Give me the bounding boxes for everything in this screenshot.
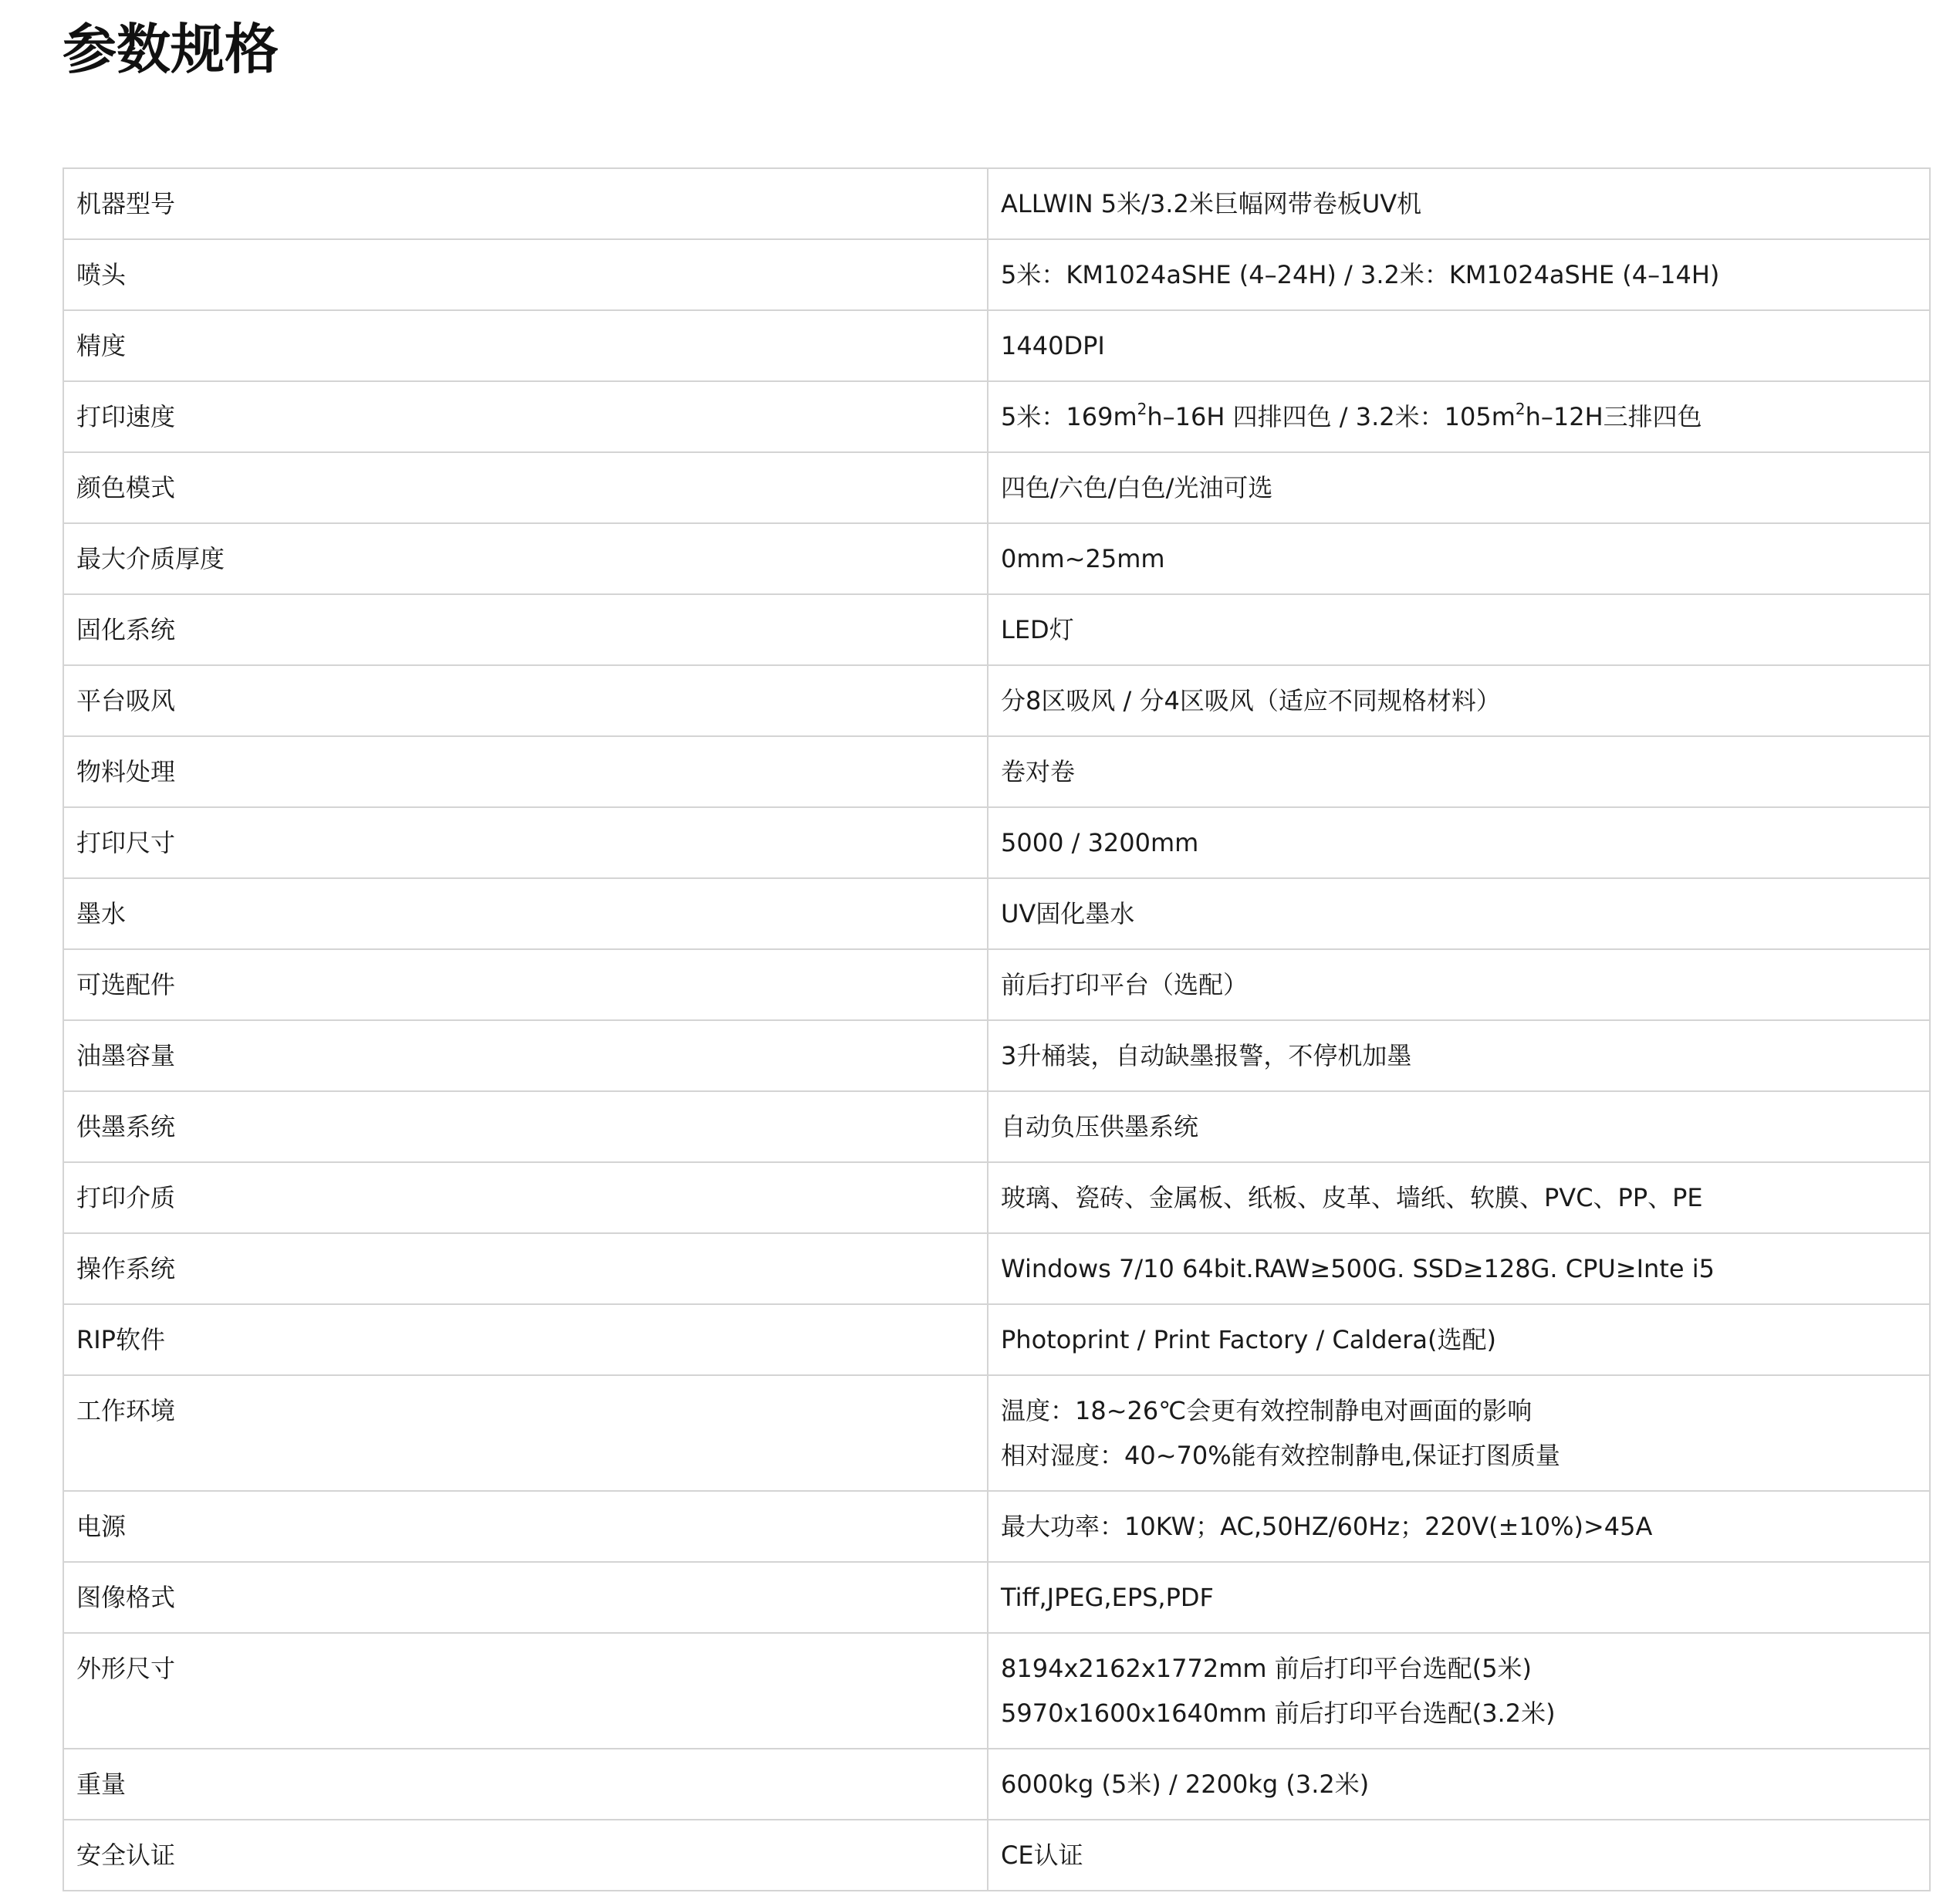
table-row [63, 1491, 1930, 1562]
spec-label: 颜色模式 [63, 452, 988, 523]
spec-label: 外形尺寸 [63, 1633, 988, 1749]
table-row [63, 168, 1930, 239]
spec-value: ALLWIN 5米/3.2米巨幅网带卷板UV机 [988, 168, 1930, 239]
spec-label: 墨水 [63, 878, 988, 949]
speed-text: h–12H三排四色 [1525, 402, 1702, 431]
spec-value [988, 1375, 1930, 1491]
spec-label: 物料处理 [63, 736, 988, 807]
spec-value: 5米：KM1024aSHE (4–24H) / 3.2米：KM1024aSHE (4–14H) [988, 239, 1930, 310]
spec-value: 1440DPI [988, 310, 1930, 381]
value-line: 温度：18~26℃会更有效控制静电对画面的影响 [1001, 1396, 1533, 1425]
table-row [63, 239, 1930, 310]
table-row [63, 452, 1930, 523]
table-row [63, 1304, 1930, 1375]
spec-value: 卷对卷 [988, 736, 1930, 807]
speed-text: h–16H 四排四色 / 3.2米：105m [1147, 402, 1516, 431]
table-row [63, 665, 1930, 736]
spec-label: 图像格式 [63, 1562, 988, 1633]
spec-value: 3升桶装，自动缺墨报警，不停机加墨 [988, 1020, 1930, 1091]
spec-value: 0mm~25mm [988, 523, 1930, 594]
spec-label: 打印尺寸 [63, 807, 988, 878]
table-row [63, 949, 1930, 1020]
spec-value: 最大功率：10KW；AC,50HZ/60Hz；220V(±10%)>45A [988, 1491, 1930, 1562]
value-line: 5970x1600x1640mm 前后打印平台选配(3.2米) [1001, 1699, 1556, 1728]
spec-value [988, 381, 1930, 452]
spec-value: 分8区吸风 / 分4区吸风（适应不同规格材料） [988, 665, 1930, 736]
spec-table [63, 167, 1931, 1891]
table-row [63, 1375, 1930, 1491]
spec-value [988, 1633, 1930, 1749]
table-row [63, 1562, 1930, 1633]
table-row [63, 1633, 1930, 1749]
page-title: 参数规格 [63, 18, 279, 81]
value-line: 相对湿度：40~70%能有效控制静电,保证打图质量 [1001, 1441, 1560, 1470]
spec-value: CE认证 [988, 1820, 1930, 1891]
table-row [63, 1020, 1930, 1091]
spec-value: LED灯 [988, 594, 1930, 665]
spec-label: 电源 [63, 1491, 988, 1562]
spec-value: 玻璃、瓷砖、金属板、纸板、皮革、墙纸、软膜、PVC、PP、PE [988, 1162, 1930, 1233]
spec-label: RIP软件 [63, 1304, 988, 1375]
spec-value: Windows 7/10 64bit.RAW≥500G. SSD≥128G. CPU≥Inte i5 [988, 1233, 1930, 1304]
spec-label: 油墨容量 [63, 1020, 988, 1091]
table-row [63, 594, 1930, 665]
spec-label: 重量 [63, 1749, 988, 1820]
speed-text: 5米：169m [1001, 402, 1137, 431]
spec-label: 工作环境 [63, 1375, 988, 1491]
table-row [63, 807, 1930, 878]
table-row [63, 381, 1930, 452]
spec-label: 喷头 [63, 239, 988, 310]
superscript: 2 [1137, 400, 1147, 418]
spec-value: Photoprint / Print Factory / Caldera(选配) [988, 1304, 1930, 1375]
spec-value: Tiff,JPEG,EPS,PDF [988, 1562, 1930, 1633]
spec-label: 打印速度 [63, 381, 988, 452]
table-row [63, 1820, 1930, 1891]
table-row [63, 310, 1930, 381]
spec-label: 打印介质 [63, 1162, 988, 1233]
spec-value: 6000kg (5米) / 2200kg (3.2米) [988, 1749, 1930, 1820]
table-row [63, 1091, 1930, 1162]
table-row [63, 1162, 1930, 1233]
spec-label: 机器型号 [63, 168, 988, 239]
superscript: 2 [1515, 400, 1526, 418]
spec-value: 前后打印平台（选配） [988, 949, 1930, 1020]
value-line: 8194x2162x1772mm 前后打印平台选配(5米) [1001, 1654, 1533, 1683]
spec-value: 自动负压供墨系统 [988, 1091, 1930, 1162]
table-row [63, 878, 1930, 949]
spec-label: 精度 [63, 310, 988, 381]
spec-label: 平台吸风 [63, 665, 988, 736]
table-row [63, 523, 1930, 594]
spec-value: UV固化墨水 [988, 878, 1930, 949]
spec-value: 四色/六色/白色/光油可选 [988, 452, 1930, 523]
spec-label: 可选配件 [63, 949, 988, 1020]
table-row [63, 1749, 1930, 1820]
spec-label: 最大介质厚度 [63, 523, 988, 594]
table-row [63, 1233, 1930, 1304]
spec-label: 安全认证 [63, 1820, 988, 1891]
spec-label: 操作系统 [63, 1233, 988, 1304]
table-row [63, 736, 1930, 807]
spec-value: 5000 / 3200mm [988, 807, 1930, 878]
spec-label: 固化系统 [63, 594, 988, 665]
spec-label: 供墨系统 [63, 1091, 988, 1162]
